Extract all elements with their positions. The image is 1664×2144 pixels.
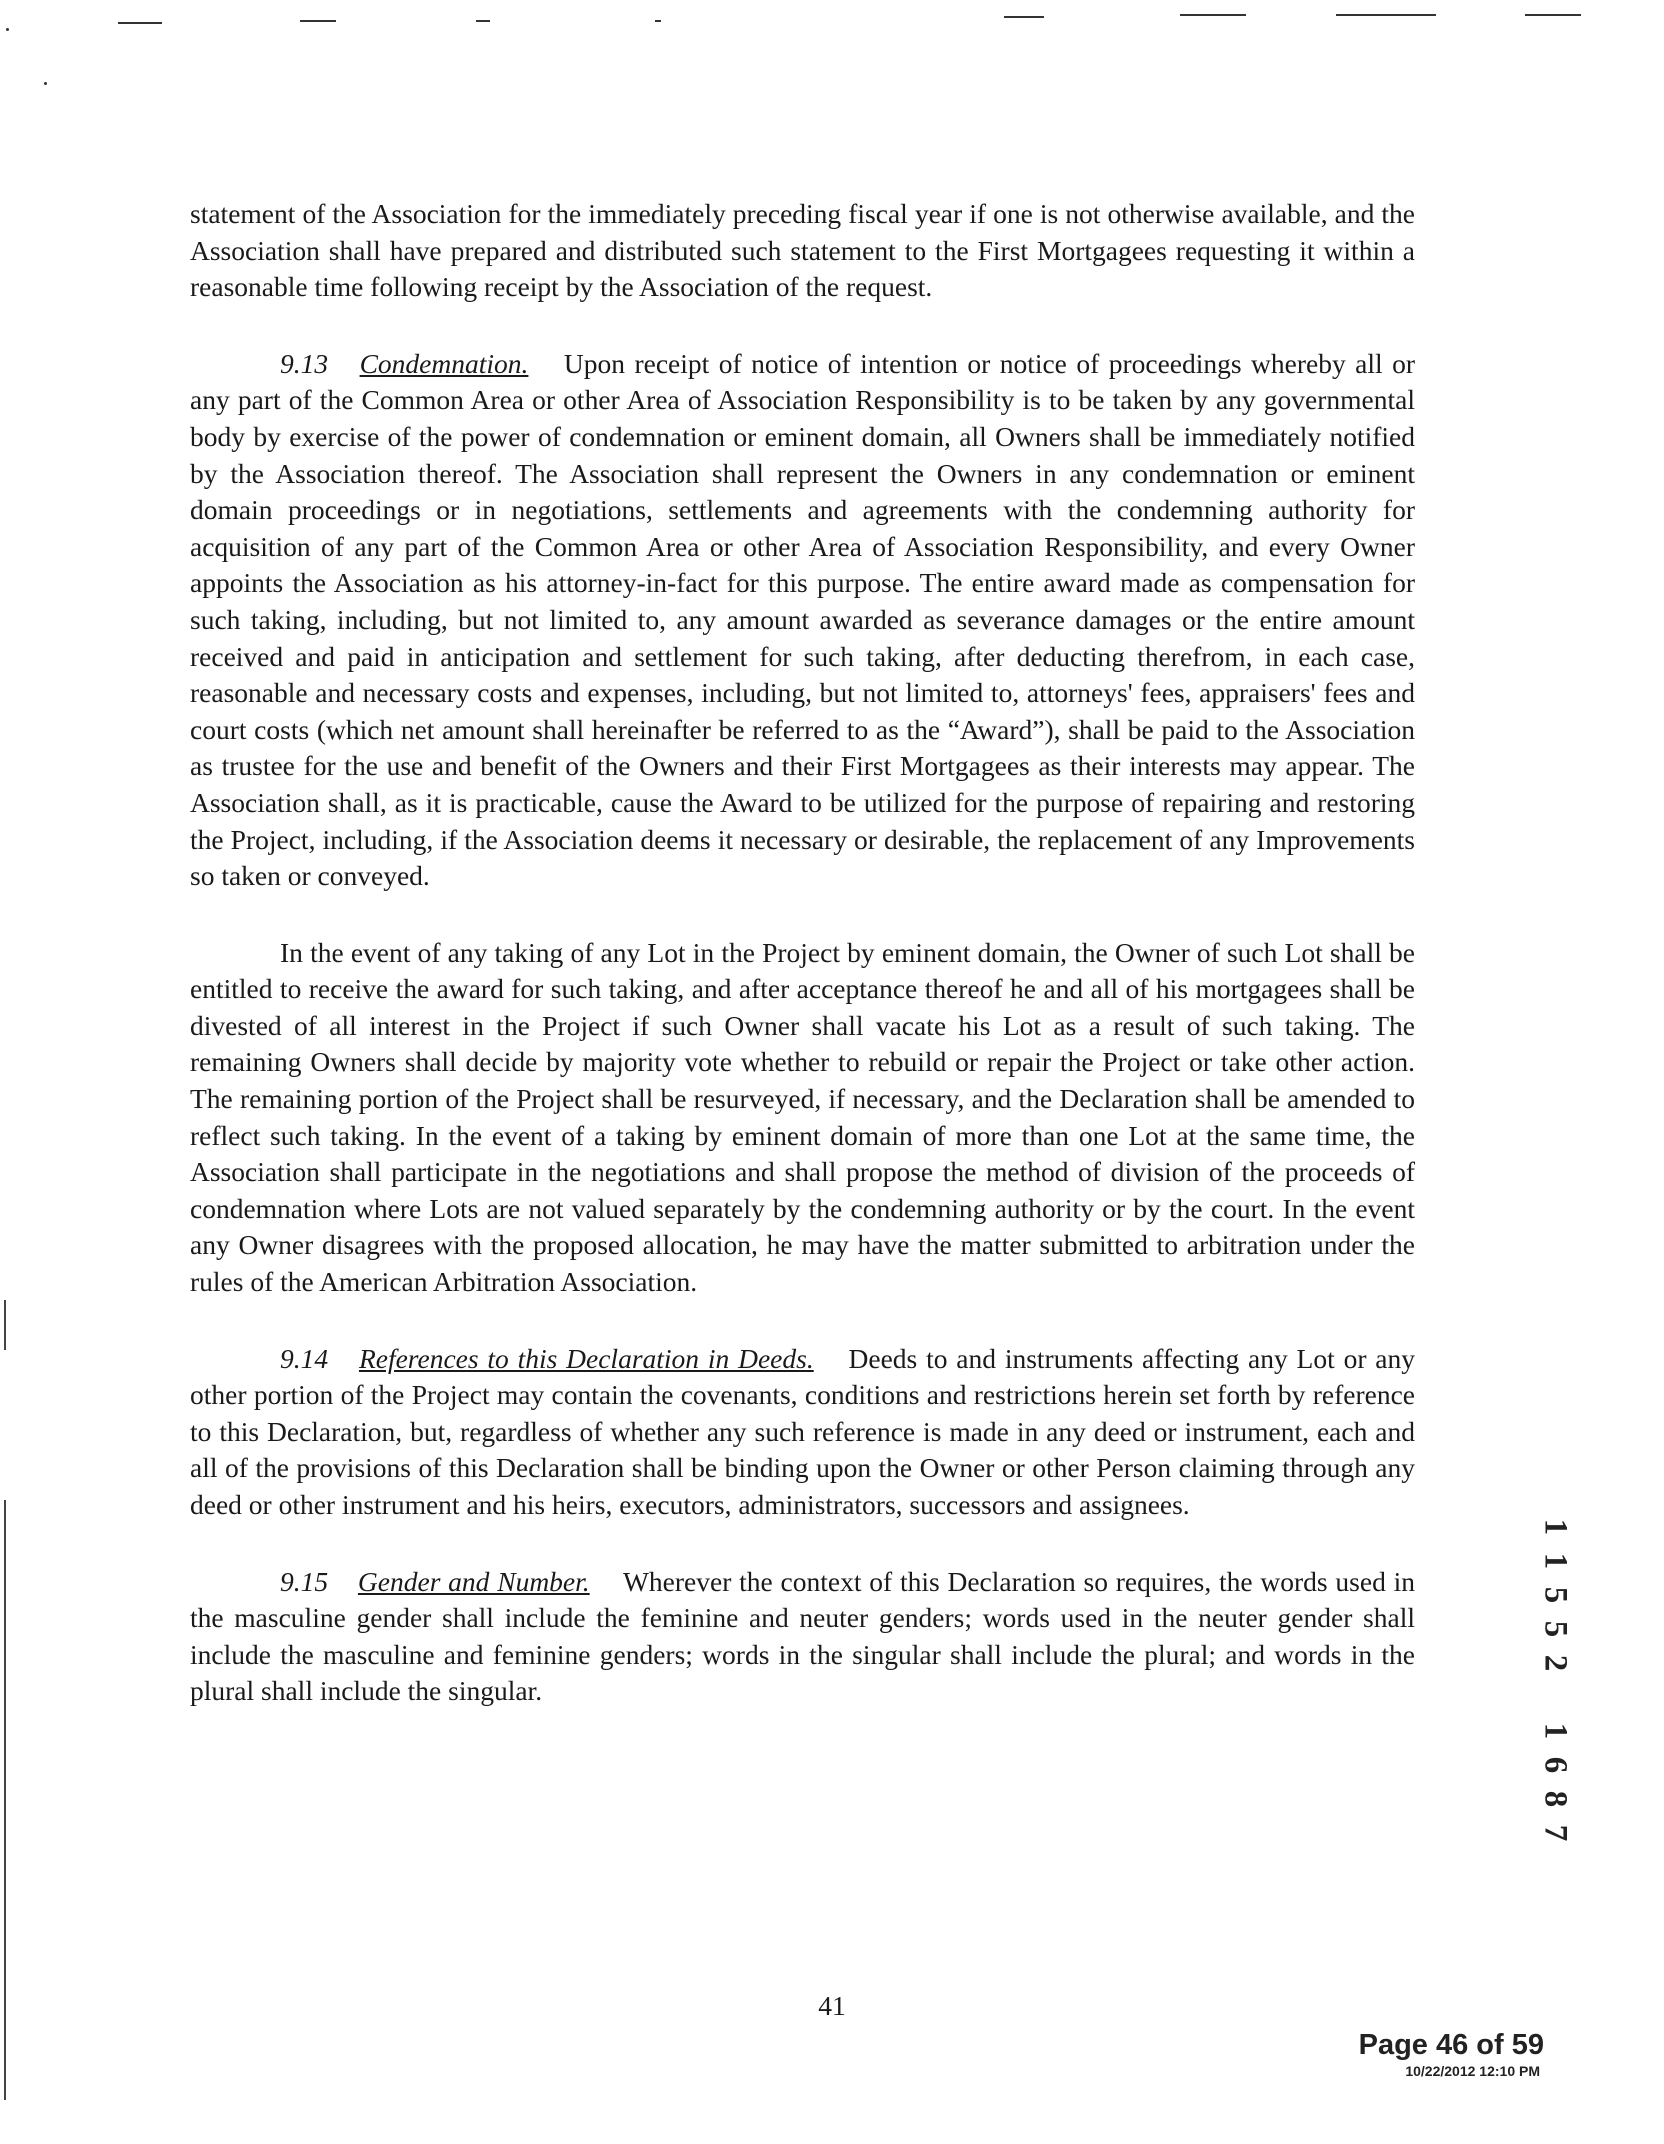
- timestamp-label: 10/22/2012 12:10 PM: [1405, 2063, 1540, 2079]
- stamp-digit: 1: [1537, 1552, 1573, 1570]
- section-title: Condemnation.: [359, 347, 529, 379]
- page-number: 41: [818, 1990, 846, 2021]
- section-9-14: [190, 1341, 1415, 1524]
- section-text: Wherever the context of this Declaration so requires, the words used in the masculine gender shall include the feminine and neuter genders; words used in the neuter gender shall include the masculine and feminine genders; words in the singular shall include the plural; and words in the plural shall include the singular.: [190, 1565, 1415, 1707]
- page-of-total-label: Page 46 of 59: [1358, 2029, 1544, 2061]
- section-9-15: [190, 1564, 1415, 1710]
- stamp-digit: 5: [1537, 1586, 1573, 1604]
- stamp-digit: 6: [1537, 1756, 1573, 1774]
- intro-paragraph: statement of the Association for the immediately preceding fiscal year if one is not otherwise available, and the Association shall have prepared and distributed such statement to the First Mortgagees requesting it within a reasonable time following receipt by the Association of the request.: [190, 198, 1415, 303]
- section-number: 9.13: [280, 347, 329, 379]
- stamp-digit: 1: [1537, 1518, 1573, 1536]
- section-title: References to this Declaration in Deeds.: [358, 1342, 814, 1374]
- stamp-digit: 1: [1537, 1722, 1573, 1740]
- section-number: 9.14: [280, 1342, 329, 1374]
- stamp-digit: 2: [1537, 1654, 1573, 1672]
- scan-artifact-marks: [0, 0, 1664, 40]
- section-9-13-continuation: In the event of any taking of any Lot in the Project by eminent domain, the Owner of such Lot shall be entitled to receive the award for such taking, and after acceptance thereof he and all of his mortgagees shall be divested of all interest in the Project if such Owner shall vacate his Lot as a result of such taking. The remaining Owners shall decide by majority vote whether to rebuild or repair the Project or take other action. The remaining portion of the Project shall be resurveyed, if necessary, and the Declaration shall be amended to reflect such taking. In the event of a taking by eminent domain of more than one Lot at the same time, the Association shall participate in the negotiations and shall propose the method of division of the proceeds of condemnation where Lots are not valued separately by the condemning authority or by the court. In the event any Owner disagrees with the proposed allocation, he may have the matter submitted to arbitration under the rules of the American Arbitration Association.: [190, 936, 1415, 1298]
- page-footer: [1359, 2028, 1544, 2080]
- stamp-digit: 5: [1537, 1620, 1573, 1638]
- section-title: Gender and Number.: [357, 1565, 590, 1597]
- document-body: [190, 196, 1415, 1710]
- section-9-13: [190, 346, 1415, 895]
- section-text: Upon receipt of notice of intention or notice of proceedings whereby all or any part of the Common Area or other Area of Association Responsibility is to be taken by any governmental body by exercise of the power of condemnation or eminent domain, all Owners shall be immediately notified by the Association thereof. The Association shall represent the Owners in any condemnation or eminent domain proceedings or in negotiations, settlements and agreements with the condemning authority for acquisition of any part of the Common Area or other Area of Association Responsibility, and every Owner appoints the Association as his attorney-in-fact for this purpose. The entire award made as compensation for such taking, including, but not limited to, any amount awarded as severance damages or the entire amount received and paid in anticipation and settlement for such taking, after deducting therefrom, in each case, reasonable and necessary costs and expenses, including, but not limited to, attorneys' fees, appraisers' fees and court costs (which net amount shall hereinafter be referred to as the “Award”), shall be paid to the Association as trustee for the use and benefit of the Owners and their First Mortgagees as their interests may appear. The Association shall, as it is practicable, cause the Award to be utilized for the purpose of repairing and restoring the Project, including, if the Association deems it necessary or desirable, the replacement of any Improvements so taken or conveyed.: [190, 347, 1416, 892]
- section-text: Deeds to and instruments affecting any Lot or any other portion of the Project may contain the covenants, conditions and restrictions herein set forth by reference to this Declaration, but, regardless of whether any such reference is made in any deed or instrument, each and all of the provisions of this Declaration shall be binding upon the Owner or other Person claiming through any deed or other instrument and his heirs, executors, administrators, successors and assignees.: [190, 1342, 1416, 1520]
- scan-edge-line: [4, 1300, 6, 1350]
- stamp-digit: 7: [1537, 1824, 1573, 1842]
- margin-recording-stamp: [1535, 1510, 1575, 1850]
- stamp-digit: 8: [1537, 1790, 1573, 1808]
- section-number: 9.15: [280, 1565, 329, 1597]
